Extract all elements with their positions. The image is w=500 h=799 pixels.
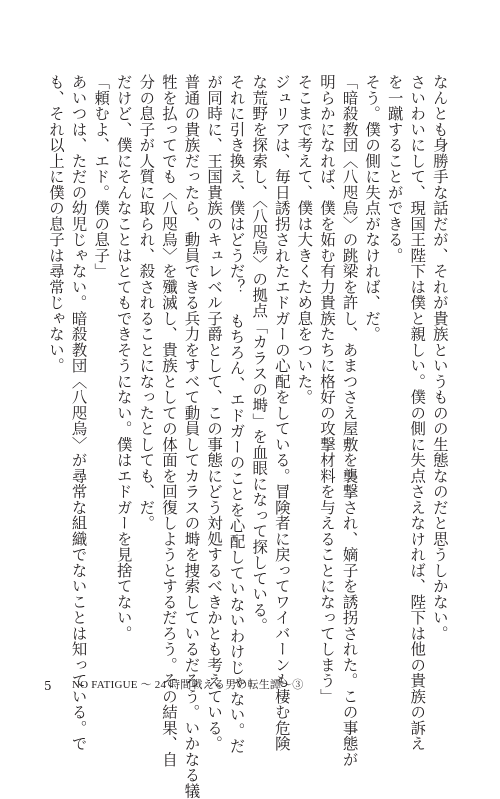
text-line: 分の息子が人質に取られ、殺されることになったとしても、だ。 [137, 74, 156, 531]
text-line: なんとも身勝手な話だが、それが貴族というものの生態なのだと思うしかない。 [430, 74, 449, 641]
text-line: も、それ以上に僕の息子は尋常じゃない。 [47, 74, 65, 374]
text-line: な荒野を探索し、〈八咫烏〉の拠点「カラスの塒」を血眼になって探している。 [250, 74, 269, 634]
text-line: あいつは、ただの幼児じゃない。暗殺教団〈八咫烏〉が尋常な組織でないことは知っている。で [69, 74, 88, 752]
text-line: 普通の貴族だったら、動員できる兵力をすべて動員してカラスの塒を捜索しているだろう。いかなる犠 [182, 74, 201, 799]
text-line: 「暗殺教団〈八咫烏〉の跳梁を許し、あまつさえ屋敷を襲撃され、嫡子を誘拐された。この事態が [340, 74, 359, 767]
page-number: 5 [44, 679, 52, 693]
text-line: ジュリアは、毎日誘拐されたエドガーの心配をしている。冒険者に戻ってワイバーンも棲む危険 [272, 74, 291, 752]
text-line: 明らかになれば、僕を妬む有力貴族たちに格好の攻撃材料を与えることになってしまう」 [317, 74, 336, 704]
text-line: だけど、僕にそんなことはとてもできそうにない。僕はエドガーを見捨てない。 [114, 74, 133, 641]
text-line: 「頼むよ、エド。僕の息子」 [92, 74, 111, 279]
text-line: それに引き換え、僕はどうだ？ もちろん、エドガーのことを心配していないわけじゃない。だ [227, 74, 246, 754]
text-line: が同時に、王国貴族のキュレベル子爵として、この事態にどう対処するべきかとも考えている。 [205, 74, 224, 752]
text-line: を一蹴することができる。 [385, 74, 404, 263]
text-line: 牲を払ってでも〈八咫烏〉を殲滅し、貴族としての体面を回復しようとするだろう。その結果、自 [159, 74, 178, 767]
text-line: そこまで考えて、僕は大きくため息をついた。 [295, 74, 314, 405]
running-head: NO FATIGUE ～ 24 時間戦える男の転生譚～③ [72, 679, 304, 691]
text-line: さいわいにして、現国王陛下は僕と親しい。僕の側に失点さえなければ、陛下は他の貴族の訴え [408, 74, 427, 752]
text-line: そう。僕の側に失点がなければ、だ。 [363, 74, 382, 342]
